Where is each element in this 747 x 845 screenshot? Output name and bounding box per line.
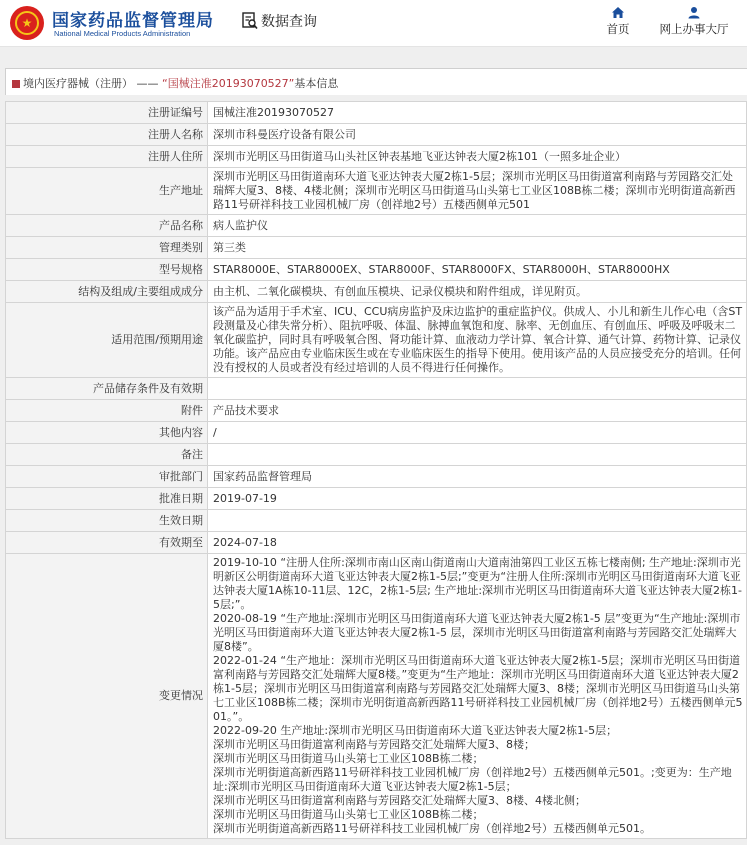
row-value: STAR8000E、STAR8000EX、STAR8000F、STAR8000FX、STAR8000H、STAR8000HX: [208, 259, 747, 281]
row-value: 由主机、二氧化碳模块、有创血压模块、记录仪模块和附件组成，详见附页。: [208, 281, 747, 303]
row-label: 注册人名称: [6, 124, 208, 146]
row-label: 产品储存条件及有效期: [6, 378, 208, 400]
row-value: 深圳市科曼医疗设备有限公司: [208, 124, 747, 146]
emblem-logo[interactable]: [10, 6, 44, 40]
row-label: 审批部门: [6, 466, 208, 488]
breadcrumb-separator: ——: [133, 77, 162, 90]
breadcrumb-record: “国械注准20193070527”: [162, 77, 295, 90]
nav-online-service-label: 网上办事大厅: [659, 22, 729, 36]
breadcrumb: [12, 75, 338, 91]
bullet-icon: [12, 80, 20, 88]
row-label: 产品名称: [6, 215, 208, 237]
table-row: [6, 378, 747, 400]
table-row: [6, 215, 747, 237]
nav-online-service[interactable]: [655, 4, 733, 37]
row-label: 变更情况: [6, 554, 208, 839]
row-label: 注册人住所: [6, 146, 208, 168]
row-label: 有效期至: [6, 532, 208, 554]
row-label: 管理类别: [6, 237, 208, 259]
row-label: 生效日期: [6, 510, 208, 532]
row-label: 备注: [6, 444, 208, 466]
table-row: [6, 281, 747, 303]
row-value: 产品技术要求: [208, 400, 747, 422]
row-label: 其他内容: [6, 422, 208, 444]
change-entry: 2022-01-24 “生产地址：深圳市光明区马田街道南环大道飞亚达钟表大厦2栋1-5层；深圳市光明区马田街道富利南路与芳园路交汇处瑞辉大厦8楼。”变更为“生产地址：深圳市光明区马田街道南环大道飞亚达钟表大厦2栋1-5层；深圳市光明区马田街道富利南路与芳园路交汇处瑞辉大厦3、8楼；深圳市光明区马田街道马山头第七工业区108B栋二楼；深圳市光明街道高新西路11号研祥科技工业园机械厂房（创祥地2号）五楼西侧单元501。”。: [213, 654, 743, 723]
table-row: [6, 146, 747, 168]
detail-table: [5, 101, 747, 839]
site-name-en: National Medical Products Administration: [54, 29, 191, 38]
breadcrumb-bar: [5, 68, 747, 95]
row-label: 型号规格: [6, 259, 208, 281]
row-value: 该产品为适用于手术室、ICU、CCU病房监护及床边监护的重症监护仪。供成人、小儿和新生儿作心电（含ST段测量及心律失常分析）、阻抗呼吸、体温、脉搏血氧饱和度、脉率、无创血压、有创血压、呼吸及呼吸末二氧化碳监护，同时具有呼吸氧合图、肾功能计算、血液动力学计算、氧合计算、通气计算、药物计算、记录仪功能。该产品应由专业临床医生或在专业临床医生的指导下使用。使用该产品的人员应接受充分的培训。任何没有授权的人员或者没有经过培训的人员不得进行任何操作。: [208, 303, 747, 378]
row-value: 深圳市光明区马田街道南环大道飞亚达钟表大厦2栋1-5层；深圳市光明区马田街道富利南路与芳园路交汇处瑞辉大厦3、8楼、4楼北侧；深圳市光明区马田街道马山头第七工业区108B栋二楼；深圳市光明街道高新西路11号研祥科技工业园机械厂房（创祥地2号）五楼西侧单元501: [208, 168, 747, 215]
change-entry: 2022-09-20 生产地址:深圳市光明区马田街道南环大道飞亚达钟表大厦2栋1-5层； 深圳市光明区马田街道富利南路与芳园路交汇处瑞辉大厦3、8楼； 深圳市光明区马田街道马山头第七工业区108B栋二楼； 深圳市光明街道高新西路11号研祥科技工业园机械厂房（创祥地2号）五楼西侧单元501。;变更为：生产地址:深圳市光明区马田街道南环大道飞亚达钟表大厦2栋1-5层； 深圳市光明区马田街道富利南路与芳园路交汇处瑞辉大厦3、8楼、4楼北侧； 深圳市光明区马田街道马山头第七工业区108B栋二楼； 深圳市光明街道高新西路11号研祥科技工业园机械厂房（创祥地2号）五楼西侧单元501。: [213, 724, 732, 835]
table-row: [6, 259, 747, 281]
table-row: [6, 466, 747, 488]
table-row: [6, 532, 747, 554]
row-value: 病人监护仪: [208, 215, 747, 237]
user-icon: [687, 6, 701, 19]
row-value: 国家药品监督管理局: [208, 466, 747, 488]
data-query-link[interactable]: [242, 11, 317, 31]
table-row: [6, 168, 747, 215]
change-entry: 2020-08-19 “生产地址:深圳市光明区马田街道南环大道飞亚达钟表大厦2栋1-5 层”变更为“生产地址:深圳市光明区马田街道南环大道飞亚达钟表大厦2栋1-5 层，深圳市光明区马田街道富利南路与芳园路交汇处瑞辉大厦8楼”。: [213, 612, 741, 653]
site-header: [0, 0, 747, 47]
star-icon: ★: [15, 11, 39, 35]
row-value: [208, 444, 747, 466]
home-icon: [611, 6, 625, 19]
row-value: 第三类: [208, 237, 747, 259]
table-row: [6, 422, 747, 444]
row-label: 适用范围/预期用途: [6, 303, 208, 378]
row-label: 生产地址: [6, 168, 208, 215]
table-row: [6, 303, 747, 378]
row-value: 2019-07-19: [208, 488, 747, 510]
row-label: 结构及组成/主要组成成分: [6, 281, 208, 303]
row-value: [208, 378, 747, 400]
table-row: [6, 510, 747, 532]
table-row: [6, 488, 747, 510]
table-row: [6, 237, 747, 259]
breadcrumb-suffix: 基本信息: [294, 77, 339, 90]
table-row: [6, 400, 747, 422]
table-row-change-history: [6, 554, 747, 839]
breadcrumb-category[interactable]: 境内医疗器械（注册）: [23, 77, 133, 90]
table-row: [6, 444, 747, 466]
change-history-value: [208, 554, 747, 839]
row-value: [208, 510, 747, 532]
table-row: [6, 102, 747, 124]
row-value: 深圳市光明区马田街道马山头社区钟表基地飞亚达钟表大厦2栋101（一照多址企业）: [208, 146, 747, 168]
change-entry: 2019-10-10 “注册人住所:深圳市南山区南山街道南山大道南油第四工业区五栋七楼南侧; 生产地址:深圳市光明新区公明街道南环大道飞亚达钟表大厦2栋1-5层;”变更为“注册人住所:深圳市光明区马田街道南环大道飞亚达钟表大厦1A栋10-11层、12C，2栋1-5层; 生产地址:深圳市光明区马田街道南环大道飞亚达钟表大厦2栋1-5层;”。: [213, 556, 743, 611]
row-value: 国械注准20193070527: [208, 102, 747, 124]
row-label: 注册证编号: [6, 102, 208, 124]
document-search-icon: [242, 12, 258, 30]
nav-home[interactable]: [603, 4, 633, 37]
row-value: 2024-07-18: [208, 532, 747, 554]
nav-home-label: 首页: [606, 22, 630, 36]
site-name-cn[interactable]: 国家药品监督管理局: [52, 11, 214, 31]
row-label: 附件: [6, 400, 208, 422]
data-query-label: 数据查询: [261, 14, 317, 30]
row-value: /: [208, 422, 747, 444]
table-row: [6, 124, 747, 146]
row-label: 批准日期: [6, 488, 208, 510]
